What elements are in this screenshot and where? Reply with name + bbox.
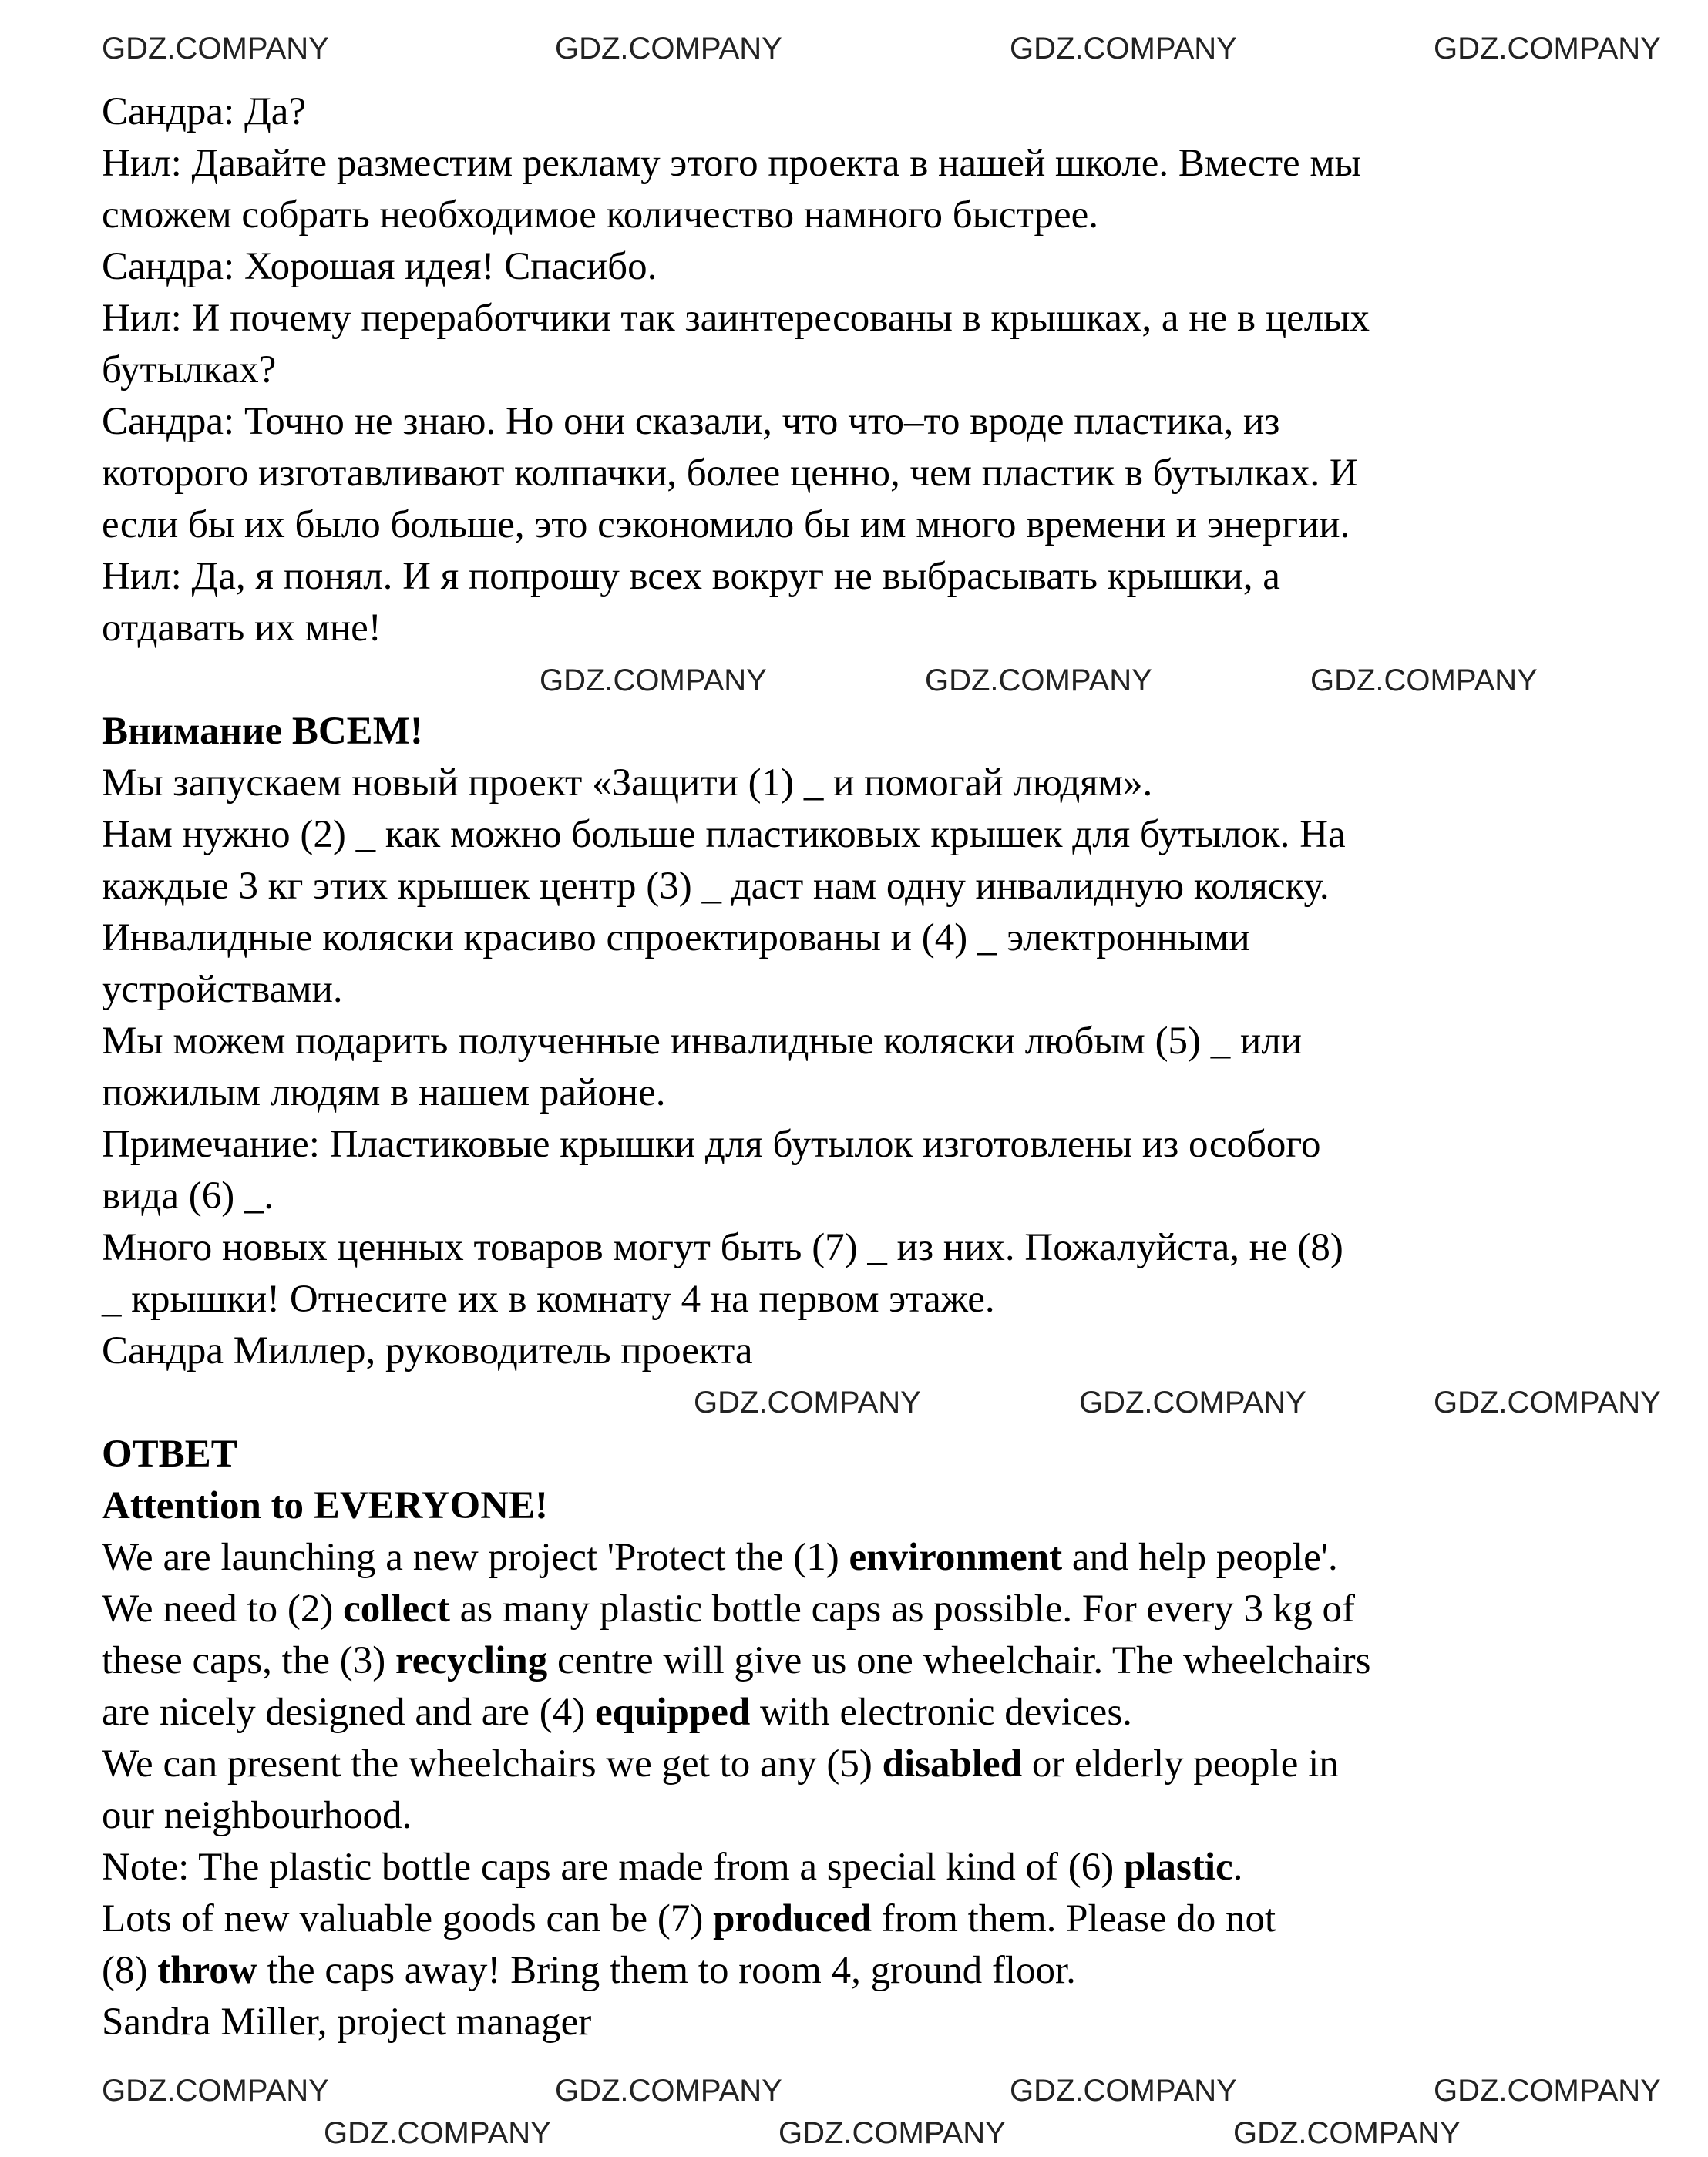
text-line: [102, 861, 1643, 912]
text-segment: Мы запускаем новый проект «Защити (1) _ и помогай людям».: [102, 761, 1153, 805]
text-segment: Мы можем подарить полученные инвалидные коляски любым (5) _ или: [102, 1020, 1303, 1063]
text-line: [102, 1429, 1643, 1480]
text-line: [102, 1532, 1643, 1584]
text-line: [102, 706, 1643, 758]
text-segment: Сандра: Точно не знаю. Но они сказали, что что–то вроде пластика, из: [102, 400, 1280, 443]
watermark: GDZ.COMPANY: [1434, 2074, 1661, 2108]
bold-text: ОТВЕТ: [102, 1433, 237, 1476]
text-line: [102, 344, 1643, 396]
watermark: GDZ.COMPANY: [102, 2074, 329, 2108]
text-line: [102, 1790, 1643, 1842]
text-segment: Нил: Давайте разместим рекламу этого проекта в нашей школе. Вместе мы: [102, 142, 1361, 185]
text-line: [102, 1222, 1643, 1274]
text-segment: пожилым людям в нашем районе.: [102, 1071, 666, 1114]
watermark: GDZ.COMPANY: [1434, 32, 1661, 66]
text-line: [102, 499, 1643, 551]
watermark: GDZ.COMPANY: [102, 32, 329, 66]
bold-text: plastic: [1124, 1846, 1233, 1889]
text-segment: the caps away! Bring them to room 4, ground floor.: [257, 1949, 1076, 1992]
bold-text: recycling: [395, 1639, 548, 1682]
text-line: [102, 448, 1643, 499]
text-segment: каждые 3 кг этих крышек центр (3) _ даст нам одну инвалидную коляску.: [102, 865, 1330, 908]
text-line: [102, 1119, 1643, 1171]
text-line: [102, 1687, 1643, 1739]
text-segment: our neighbourhood.: [102, 1794, 412, 1837]
text-segment: We need to (2): [102, 1588, 344, 1631]
text-line: [102, 1171, 1643, 1222]
bold-text: Attention to EVERYONE!: [102, 1484, 549, 1527]
text-segment: centre will give us one wheelchair. The wheelchairs: [547, 1639, 1371, 1682]
text-segment: as many plastic bottle caps as possible. For every 3 kg of: [449, 1588, 1356, 1631]
watermark: GDZ.COMPANY: [1010, 32, 1237, 66]
text-line: [102, 912, 1643, 964]
text-line: [102, 1635, 1643, 1687]
text-segment: Lots of new valuable goods can be (7): [102, 1897, 714, 1940]
text-line: [102, 1842, 1643, 1893]
text-line: [102, 603, 1643, 654]
text-line: [102, 1945, 1643, 1997]
watermark: GDZ.COMPANY: [1233, 2116, 1461, 2150]
text-segment: are nicely designed and are (4): [102, 1691, 596, 1734]
text-segment: Инвалидные коляски красиво спроектированы и (4) _ электронными: [102, 916, 1250, 959]
watermark: GDZ.COMPANY: [1079, 1386, 1306, 1420]
text-line: [102, 1739, 1643, 1790]
text-line: [102, 1325, 1643, 1377]
text-segment: Note: The plastic bottle caps are made from a special kind of (6): [102, 1846, 1124, 1889]
watermark: GDZ.COMPANY: [324, 2116, 551, 2150]
text-line: [102, 1480, 1643, 1532]
text-segment: We can present the wheelchairs we get to any (5): [102, 1742, 883, 1786]
text-line: [102, 1067, 1643, 1119]
text-line: [102, 1997, 1643, 2048]
text-segment: вида (6) _.: [102, 1174, 274, 1218]
watermark: GDZ.COMPANY: [1310, 664, 1538, 697]
text-segment: _ крышки! Отнесите их в комнату 4 на первом этаже.: [102, 1278, 995, 1321]
bold-text: produced: [713, 1897, 872, 1940]
text-segment: from them. Please do not: [872, 1897, 1276, 1940]
bold-text: environment: [849, 1536, 1063, 1579]
watermark: GDZ.COMPANY: [555, 2074, 782, 2108]
text-line: [102, 190, 1643, 241]
text-segment: устройствами.: [102, 968, 343, 1011]
text-segment: Сандра: Да?: [102, 90, 307, 133]
text-line: [102, 964, 1643, 1016]
text-segment: We are launching a new project 'Protect the (1): [102, 1536, 849, 1579]
document-body: [102, 86, 1643, 2048]
watermark: GDZ.COMPANY: [1434, 1386, 1661, 1420]
bold-text: disabled: [882, 1742, 1023, 1786]
text-segment: Сандра: Хорошая идея! Спасибо.: [102, 245, 657, 288]
text-segment: Sandra Miller, project manager: [102, 2001, 592, 2044]
text-segment: Сандра Миллер, руководитель проекта: [102, 1329, 753, 1372]
text-line: [102, 241, 1643, 293]
text-segment: Нил: Да, я понял. И я попрошу всех вокруг не выбрасывать крышки, а: [102, 555, 1280, 598]
text-segment: with electronic devices.: [750, 1691, 1132, 1734]
text-segment: Много новых ценных товаров могут быть (7) _ из них. Пожалуйста, не (8): [102, 1226, 1343, 1269]
text-line: [102, 86, 1643, 138]
bold-text: equipped: [595, 1691, 751, 1734]
text-line: [102, 293, 1643, 344]
text-segment: these caps, the (3): [102, 1639, 395, 1682]
text-segment: если бы их было больше, это сэкономило бы им много времени и энергии.: [102, 503, 1350, 546]
text-line: [102, 809, 1643, 861]
text-segment: (8): [102, 1949, 158, 1992]
text-segment: and help people'.: [1062, 1536, 1338, 1579]
text-line: [102, 1016, 1643, 1067]
text-line: [102, 396, 1643, 448]
watermark: GDZ.COMPANY: [540, 664, 767, 697]
text-segment: бутылках?: [102, 348, 277, 391]
text-segment: Нам нужно (2) _ как можно больше пластиковых крышек для бутылок. На: [102, 813, 1346, 856]
text-segment: Нил: И почему переработчики так заинтересованы в крышках, а не в целых: [102, 297, 1370, 340]
watermark: GDZ.COMPANY: [1010, 2074, 1237, 2108]
bold-text: throw: [157, 1949, 257, 1992]
text-segment: сможем собрать необходимое количество намного быстрее.: [102, 193, 1099, 237]
text-segment: .: [1232, 1846, 1243, 1889]
watermark: GDZ.COMPANY: [694, 1386, 921, 1420]
text-line: [102, 1274, 1643, 1325]
text-line: [102, 1893, 1643, 1945]
text-segment: которого изготавливают колпачки, более ценно, чем пластик в бутылках. И: [102, 452, 1358, 495]
text-line: [102, 1584, 1643, 1635]
text-segment: отдавать их мне!: [102, 606, 382, 650]
text-line: [102, 551, 1643, 603]
text-line: [102, 138, 1643, 190]
text-segment: or elderly people in: [1022, 1742, 1339, 1786]
text-segment: Примечание: Пластиковые крышки для бутылок изготовлены из особого: [102, 1123, 1321, 1166]
watermark: GDZ.COMPANY: [925, 664, 1152, 697]
bold-text: Внимание ВСЕМ!: [102, 710, 423, 753]
watermark: GDZ.COMPANY: [555, 32, 782, 66]
text-line: [102, 758, 1643, 809]
bold-text: collect: [343, 1588, 450, 1631]
watermark: GDZ.COMPANY: [778, 2116, 1006, 2150]
